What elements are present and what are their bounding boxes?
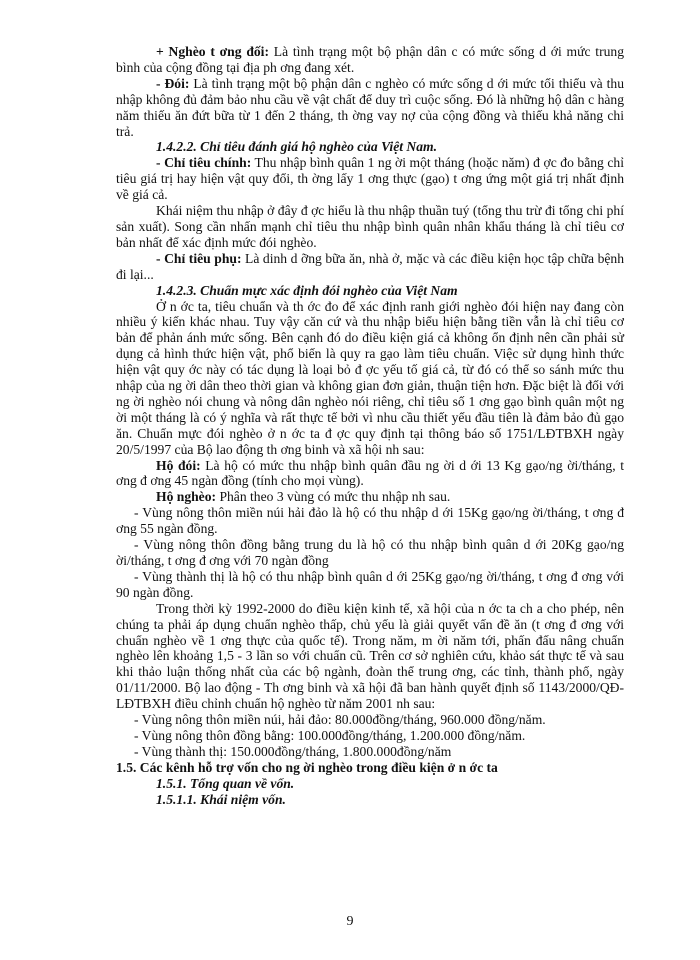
paragraph-text: Thu nhập bình quân 1 ng ời một tháng (hoặc năm) đ ợc đo bằng chỉ tiêu giá trị hay hiện vật quy đổi, th ờng lấy 1 ơng thực (gạo) t ơng ứng một giá trị nhất định về giá cả. (116, 155, 624, 203)
paragraph (116, 299, 624, 458)
paragraph-text: - Vùng thành thị: 150.000đồng/tháng, 1.800.000đồng/năm (134, 743, 452, 759)
paragraph (116, 712, 624, 728)
paragraph-text: - Vùng nông thôn miền núi hải đảo là hộ có thu nhập d ới 15Kg gạo/ng ời/tháng, t ơng đ ơng 55 ngàn đồng. (116, 505, 624, 537)
paragraph-text: Trong thời kỳ 1992-2000 do điều kiện kinh tế, xã hội của n ớc ta ch a cho phép, nên chúng ta phải áp dụng chuẩn nghèo thấp, chủ yếu là giải quyết vấn đề ăn (t ơng đ ơng với chuẩn nghèo về 1 ơng thực của quốc tế). Trong năm, m ời năm tới, phấn đấu nâng chuẩn nghèo lên khoảng 1,5 - 3 lần so với chuẩn cũ. Trên cơ sở nghiên cứu, khảo sát thực tế và sau khi thảo luận thống nhất của các bộ ngành, đoàn thể trung ơng, các tỉnh, thành phố, ngày 01/11/2000. Bộ lao động - Th ơng binh và xã hội đã ban hành quyết định số 1143/2000/QĐ-LĐTBXH điều chỉnh chuẩn hộ nghèo từ năm 2001 nh sau: (116, 600, 624, 712)
paragraph (116, 44, 624, 76)
paragraph (116, 458, 624, 490)
paragraph (116, 569, 624, 601)
page-number: 9 (346, 914, 354, 929)
paragraph-text: Là tình trạng một bộ phận dân c có mức sống d ới mức trung bình của cộng đồng tại địa ph ơng đang xét. (116, 44, 624, 75)
paragraph-text: Là hộ có mức thu nhập bình quân đầu ng ời d ới 13 Kg gạo/ng ời/tháng, t ơng đ ơng 45 ngàn đồng (tính cho mọi vùng). (116, 457, 624, 489)
section-heading (116, 776, 624, 792)
paragraph-text: Là tình trạng một bộ phận dân c nghèo có mức sống d ới mức tối thiểu và thu nhập không đủ đảm bảo nhu cầu về vật chất để duy trì cuộc sống. Đó là những hộ dân c hàng năm thiếu ăn đứt bữa từ 1 đến 2 tháng, th ờng vay nợ của cộng đồng và thiếu khả năng chi trả. (116, 75, 624, 139)
section-heading (116, 792, 624, 808)
paragraph-text: 1.5.1.1. Khái niệm vốn. (156, 791, 286, 807)
paragraph (116, 601, 624, 712)
paragraph-text: - Vùng nông thôn đồng bằng trung du là hộ có thu nhập bình quân d ới 20Kg gạo/ng ời/tháng, t ơng đ ơng với 70 ngàn đồng (116, 537, 624, 568)
paragraph-text: - Vùng nông thôn miền núi, hải đảo: 80.000đồng/tháng, 960.000 đồng/năm. (134, 712, 546, 728)
paragraph (116, 537, 624, 569)
paragraph-text: 1.4.2.2. Chỉ tiêu đánh giá hộ nghèo của Việt Nam. (156, 139, 437, 155)
paragraph-text: 1.5.1. Tổng quan về vốn. (156, 775, 295, 791)
paragraph (116, 76, 624, 140)
paragraph (116, 203, 624, 251)
paragraph-lead: - Chỉ tiêu phụ: (156, 250, 242, 266)
paragraph (116, 728, 624, 744)
paragraph-text: - Vùng thành thị là hộ có thu nhập bình quân d ới 25Kg gạo/ng ời/tháng, t ơng đ ơng với 90 ngàn đồng. (116, 568, 624, 600)
document-body (116, 44, 624, 808)
paragraph (116, 155, 624, 203)
paragraph (116, 489, 624, 505)
section-heading (116, 283, 624, 299)
paragraph (116, 505, 624, 537)
paragraph-lead: Hộ đói: (156, 457, 201, 473)
paragraph (116, 744, 624, 760)
paragraph-text: Ở n ớc ta, tiêu chuẩn và th ớc đo để xác định ranh giới nghèo đói hiện nay đang còn nhiều ý kiến khác nhau. Tuy vậy căn cứ và thu nhập biểu hiện bằng tiền vẫn là chỉ tiêu cơ bản để phản ánh mức sống. Bên cạnh đó do điều kiện giá cả không ổn định nên cần phải sử dụng cả hình thức hiện vật, phổ biến là quy ra gạo làm tiêu chuẩn. Việc sử dụng hình thức hiện vật quy ớc này có tác dụng là loại bỏ đ ợc yếu tố giá cả, từ đó có thể so sánh mức thu nhập của ng ời dân theo thời gian và không gian đơn giản, thuận tiện hơn. Đặc biệt là đối với ng ời nghèo nói chung và nông dân nghèo nói riêng, chỉ tiêu số 1 ơng gạo bình quân một ng ời một tháng là có ý nghĩa và rất thực tế bởi vì nhu cầu thiết yếu đầu tiên là đảm bảo đủ gạo ăn. Chuẩn mực đói nghèo ở n ớc ta đ ợc quy định tại thông báo số 1751/LĐTBXH ngày 20/5/1997 của Bộ lao động th ơng binh và xã hội nh sau: (116, 298, 624, 457)
paragraph-text: 1.5. Các kênh hỗ trợ vốn cho ng ời nghèo trong điều kiện ở n ớc ta (116, 759, 498, 775)
paragraph-text: Khái niệm thu nhập ở đây đ ợc hiểu là thu nhập thuần tuý (tổng thu trừ đi tổng chi phí sản xuất). Song cần nhấn mạnh chỉ tiêu thu nhập bình quân nhân khẩu tháng là chỉ tiêu cơ bản nhất để xác định mức đói nghèo. (116, 203, 624, 250)
paragraph-lead: Hộ nghèo: (156, 489, 217, 505)
paragraph-lead: - Chỉ tiêu chính: (156, 155, 252, 171)
paragraph-lead: + Nghèo t ơng đối: (156, 44, 269, 59)
paragraph-text: 1.4.2.3. Chuẩn mực xác định đói nghèo của Việt Nam (156, 282, 458, 298)
section-heading (116, 139, 624, 155)
paragraph-text: Là dinh d ỡng bữa ăn, nhà ở, mặc và các điều kiện học tập chữa bệnh đi lại... (116, 250, 624, 282)
paragraph-lead: - Đói: (156, 75, 190, 91)
paragraph-text: - Vùng nông thôn đồng bằng: 100.000đồng/tháng, 1.200.000 đồng/năm. (134, 727, 526, 743)
paragraph (116, 251, 624, 283)
paragraph-text: Phân theo 3 vùng có mức thu nhập nh sau. (216, 489, 451, 505)
section-heading (116, 760, 624, 776)
